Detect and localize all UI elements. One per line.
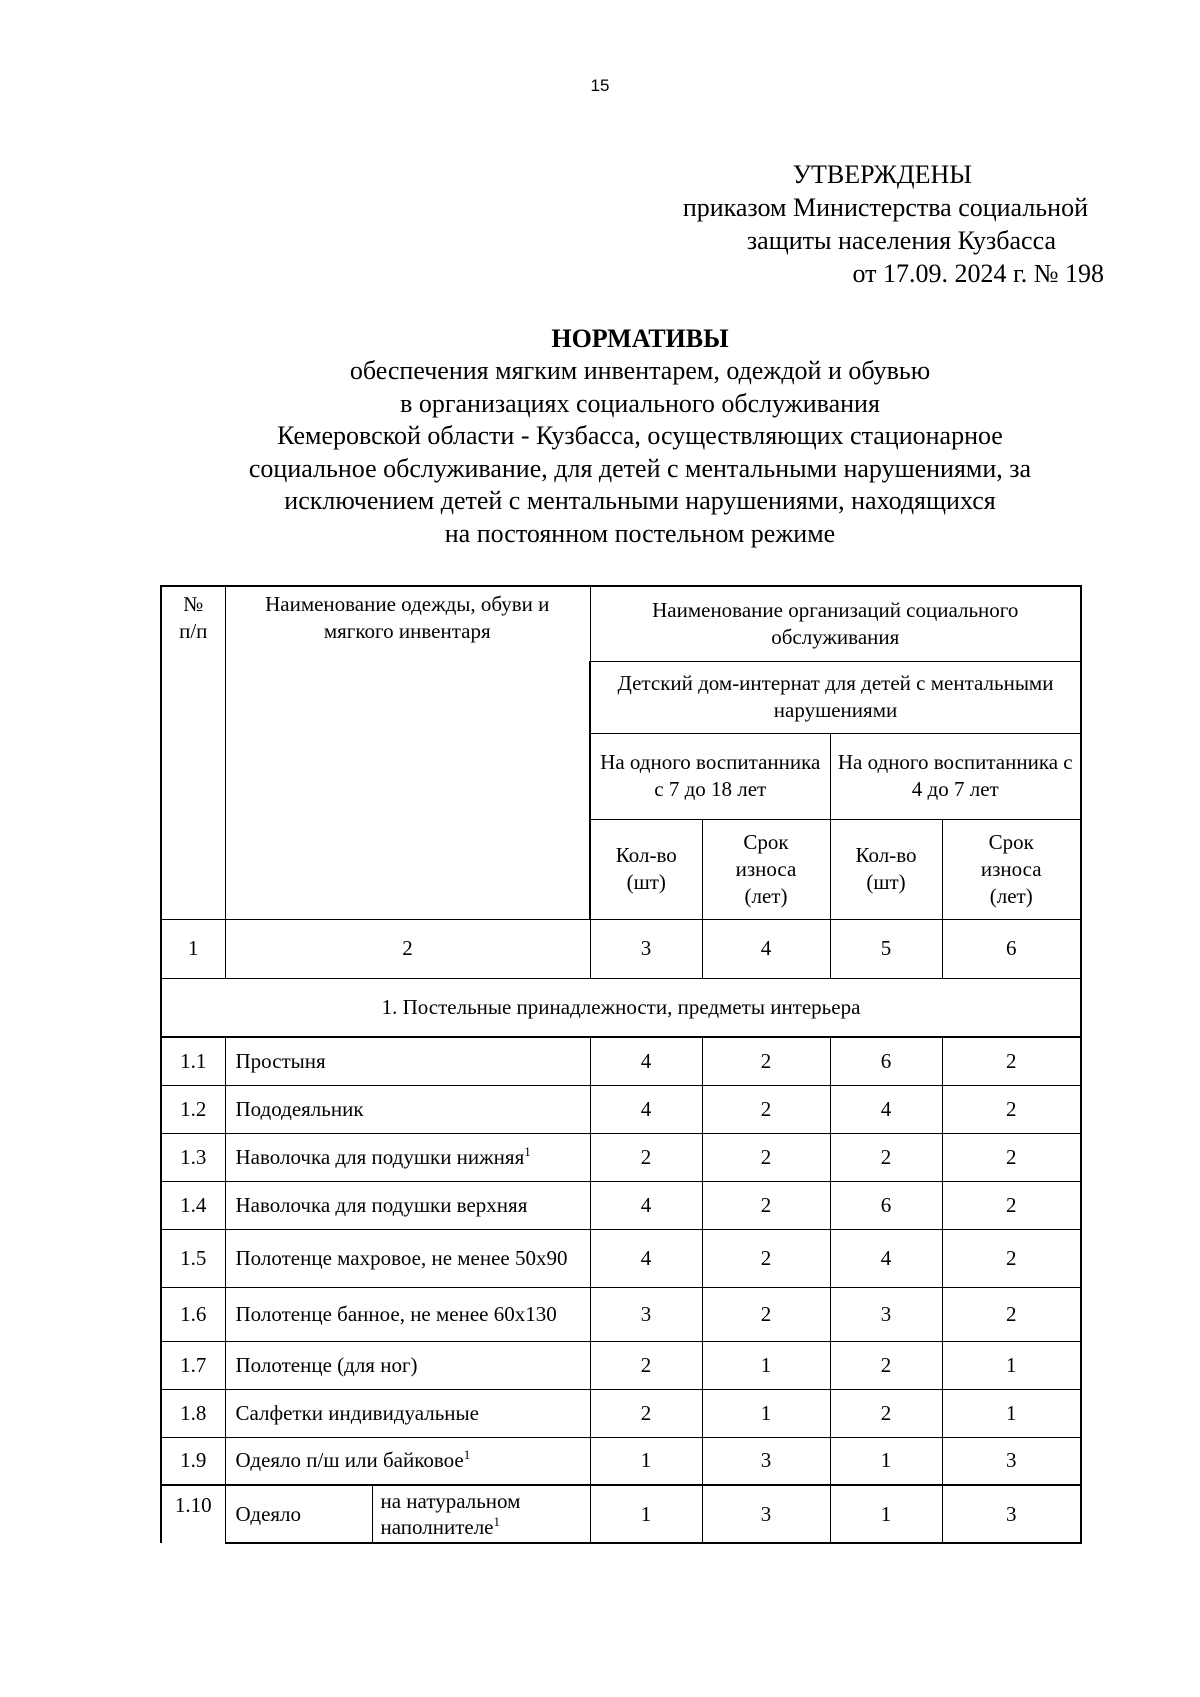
approval-block [584, 158, 1104, 290]
row-name-sub-line: наполнителе$^1$ [380, 1514, 500, 1539]
row-name-text: Наволочка для подушки верхняя [235, 1192, 528, 1217]
footnote-mark: 1 [493, 1514, 500, 1529]
table-row [161, 1133, 1081, 1181]
header-group-4-7: На одного воспитанника с 4 до 7 лет [830, 733, 1081, 819]
row-name-text: Наволочка для подушки нижняя [235, 1144, 525, 1169]
row-cell: 4 [590, 1229, 702, 1287]
row-name-text: Полотенце (для ног) [235, 1352, 418, 1377]
header-num [161, 586, 225, 919]
page-number: 15 [590, 76, 610, 95]
row-num: 1.3 [161, 1133, 225, 1181]
row-num: 1.4 [161, 1181, 225, 1229]
table-row [161, 1037, 1081, 1085]
header-qty-line: (шт) [626, 870, 666, 894]
subtitle-line: обеспечения мягким инвентарем, одеждой и обувью [349, 356, 931, 385]
row-num: 1.1 [161, 1037, 225, 1085]
row-cell: 4 [590, 1085, 702, 1133]
header-org: Наименование организаций социального обслуживания [590, 586, 1081, 661]
row-name: Одеяло [225, 1485, 372, 1543]
row-cell: 3 [702, 1437, 830, 1485]
row-name [225, 1085, 590, 1133]
column-number: 2 [225, 919, 590, 978]
row-name-text: Одеяло п/ш или байковое [235, 1448, 464, 1473]
table-row [161, 1181, 1081, 1229]
row-cell: 2 [942, 1085, 1081, 1133]
norms-table [160, 585, 1082, 1544]
row-cell: 1 [830, 1485, 942, 1543]
approval-line: от 17.09. 2024 г. № 198 [852, 259, 1104, 288]
header-wear-line: (лет) [744, 883, 788, 908]
footnote-mark: 1 [524, 1143, 531, 1159]
row-cell: 1 [830, 1437, 942, 1485]
row-name-text: Салфетки индивидуальные [235, 1400, 479, 1425]
row-cell: 4 [590, 1181, 702, 1229]
row-name [225, 1181, 590, 1229]
header-wear-line: износа [980, 856, 1042, 881]
row-cell: 2 [702, 1085, 830, 1133]
title-block [0, 322, 1200, 550]
row-cell: 2 [942, 1037, 1081, 1085]
header-wear-line: износа [735, 856, 797, 881]
row-cell: 2 [702, 1287, 830, 1341]
row-cell: 2 [942, 1181, 1081, 1229]
table-row [161, 1437, 1081, 1485]
approval-line: УТВЕРЖДЕНЫ [792, 160, 972, 189]
row-cell: 1 [942, 1389, 1081, 1437]
column-number: 6 [942, 919, 1081, 978]
header-group-7-18: На одного воспитанника с 7 до 18 лет [590, 733, 830, 819]
header-wear [702, 819, 830, 919]
row-cell: 2 [942, 1229, 1081, 1287]
row-cell: 2 [830, 1341, 942, 1389]
row-cell: 4 [590, 1037, 702, 1085]
row-num: 1.6 [161, 1287, 225, 1341]
header-qty-line: Кол-во [615, 843, 677, 867]
document-subtitle [0, 355, 1200, 550]
subtitle-line: Кемеровской области - Кузбасса, осуществляющих стационарное [277, 421, 1003, 450]
row-cell: 6 [830, 1181, 942, 1229]
footnote-mark: 1 [463, 1447, 471, 1463]
row-cell: 2 [590, 1389, 702, 1437]
column-number: 4 [702, 919, 830, 978]
row-name [225, 1389, 590, 1437]
row-name-text: Полотенце махровое, не менее 50х90 [235, 1246, 568, 1270]
row-cell: 1 [702, 1389, 830, 1437]
row-cell: 2 [942, 1133, 1081, 1181]
row-cell: 3 [590, 1287, 702, 1341]
header-qty-line: (шт) [866, 870, 906, 894]
row-cell: 2 [590, 1133, 702, 1181]
header-wear-line: Срок [743, 829, 789, 854]
row-name-sub-line: на натуральном [380, 1489, 521, 1513]
row-cell: 1 [590, 1437, 702, 1485]
row-name [225, 1229, 590, 1287]
row-cell: 2 [702, 1181, 830, 1229]
table-row [161, 1287, 1081, 1341]
row-name-text: Полотенце банное, не менее 60х130 [235, 1302, 557, 1326]
row-cell: 4 [830, 1229, 942, 1287]
header-num-line: п/п [179, 619, 208, 643]
row-name-sub [372, 1485, 590, 1543]
row-cell: 2 [702, 1133, 830, 1181]
approval-line: защиты населения Кузбасса [746, 226, 1056, 255]
row-num: 1.8 [161, 1389, 225, 1437]
column-number: 3 [590, 919, 702, 978]
row-cell: 3 [830, 1287, 942, 1341]
subtitle-line: социальное обслуживание, для детей с ментальными нарушениями, за [248, 453, 1032, 483]
row-cell: 2 [590, 1341, 702, 1389]
table-row [161, 1341, 1081, 1389]
row-name [225, 1341, 590, 1389]
header-wear-line: (лет) [989, 883, 1033, 908]
subtitle-line: на постоянном постельном режиме [444, 518, 836, 548]
row-name [225, 1287, 590, 1341]
row-cell: 3 [942, 1437, 1081, 1485]
row-cell: 1 [590, 1485, 702, 1543]
row-cell: 6 [830, 1037, 942, 1085]
document-title: НОРМАТИВЫ [551, 324, 729, 353]
row-num: 1.2 [161, 1085, 225, 1133]
row-name-text: Простыня [235, 1048, 326, 1073]
row-num: 1.10 [161, 1485, 225, 1543]
row-cell: 2 [830, 1389, 942, 1437]
header-qty-line: Кол-во [855, 843, 917, 867]
row-cell: 2 [702, 1229, 830, 1287]
table-row [161, 1389, 1081, 1437]
row-num: 1.9 [161, 1437, 225, 1485]
row-cell: 1 [942, 1341, 1081, 1389]
header-institution: Детский дом-интернат для детей с ментальными нарушениями [590, 661, 1081, 733]
row-cell: 2 [702, 1037, 830, 1085]
header-name: Наименование одежды, обуви и мягкого инвентаря [225, 586, 590, 919]
header-num-line: № [183, 592, 204, 616]
row-cell: 3 [702, 1485, 830, 1543]
header-qty [830, 819, 942, 919]
approval-line: приказом Министерства социальной [682, 193, 1088, 222]
column-number: 1 [161, 919, 225, 978]
section-title: 1. Постельные принадлежности, предметы интерьера [161, 978, 1081, 1037]
row-name [225, 1133, 590, 1181]
subtitle-line: исключением детей с ментальными нарушениями, находящихся [284, 486, 996, 515]
table-row [161, 1229, 1081, 1287]
subtitle-line: в организациях социального обслуживания [400, 388, 880, 418]
table-row [161, 1485, 1081, 1543]
row-name-text: Пододеяльник [235, 1096, 364, 1121]
row-num: 1.5 [161, 1229, 225, 1287]
row-name [225, 1037, 590, 1085]
header-qty [590, 819, 702, 919]
row-num: 1.7 [161, 1341, 225, 1389]
row-cell: 1 [702, 1341, 830, 1389]
row-cell: 3 [942, 1485, 1081, 1543]
row-cell: 2 [942, 1287, 1081, 1341]
row-name [225, 1437, 590, 1485]
row-cell: 2 [830, 1133, 942, 1181]
header-wear [942, 819, 1081, 919]
header-wear-line: Срок [988, 829, 1034, 854]
table-rows [161, 1037, 1081, 1485]
table-row [161, 1085, 1081, 1133]
column-number: 5 [830, 919, 942, 978]
column-numbers-row [161, 919, 1081, 978]
row-cell: 4 [830, 1085, 942, 1133]
